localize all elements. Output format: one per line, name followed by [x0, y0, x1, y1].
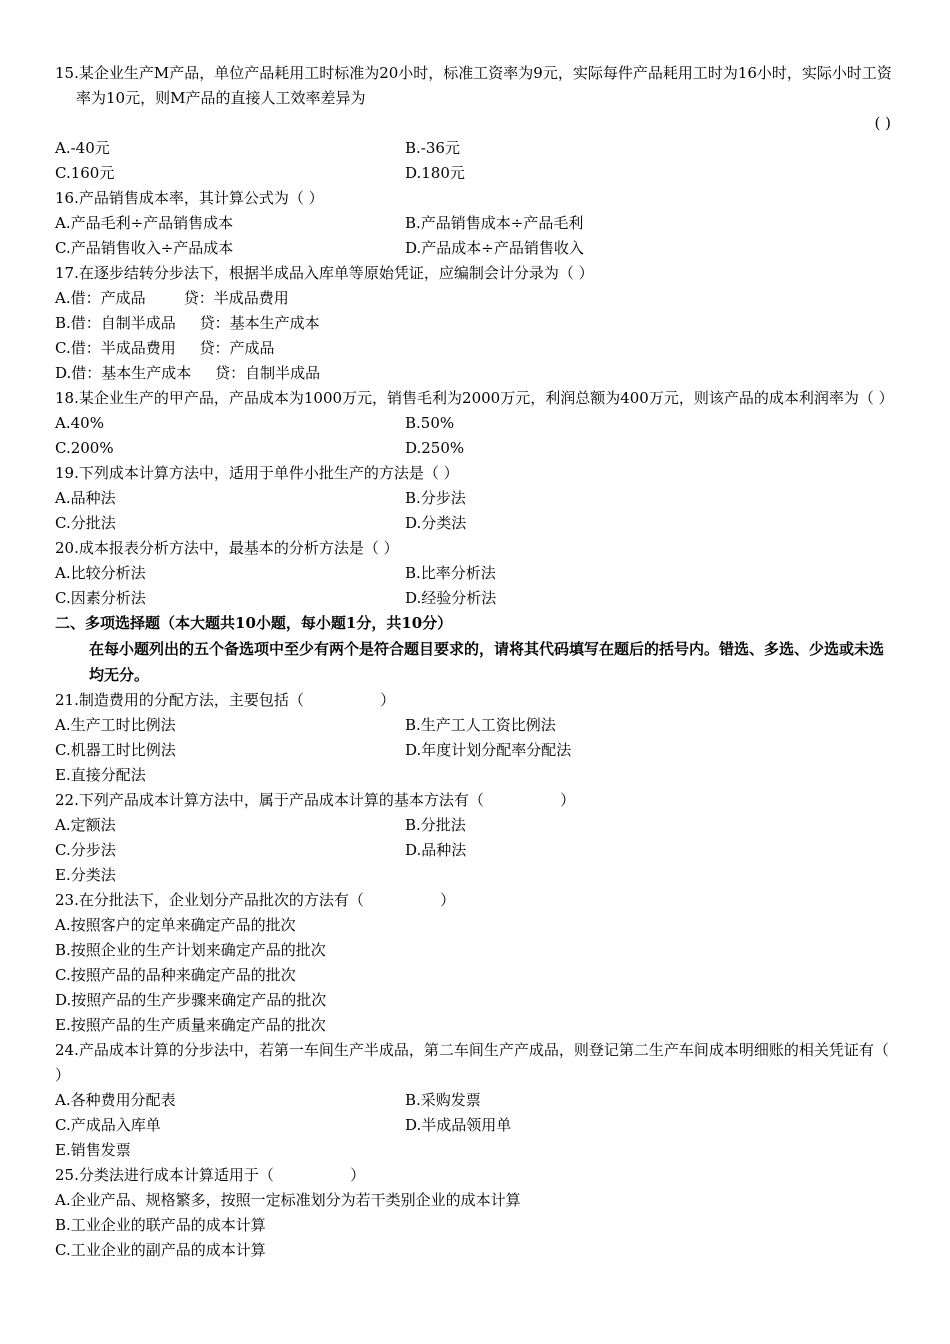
option: B.50%	[405, 414, 455, 432]
option: C.分步法	[55, 841, 116, 859]
question-stem: 25.分类法进行成本计算适用于（ ）	[55, 1166, 366, 1184]
option: E.直接分配法	[55, 766, 146, 784]
option: B.分批法	[405, 816, 466, 834]
option-row	[55, 436, 897, 461]
option: E.按照产品的生产质量来确定产品的批次	[55, 1016, 326, 1034]
option: A.品种法	[55, 489, 116, 507]
question-stem: 23.在分批法下，企业划分产品批次的方法有（ ）	[55, 891, 456, 909]
option: B.-36元	[405, 139, 460, 157]
question-stem: 21.制造费用的分配方法，主要包括（ ）	[55, 691, 396, 709]
option: D.分类法	[405, 514, 467, 532]
option: B.采购发票	[405, 1091, 481, 1109]
question-stem: 20.成本报表分析方法中，最基本的分析方法是（ ）	[55, 539, 399, 557]
exam-page	[55, 61, 897, 1263]
option: C.借：半成品费用 贷：产成品	[55, 339, 275, 357]
option: A.借：产成品 贷：半成品费用	[55, 289, 289, 307]
option: C.分批法	[55, 514, 116, 532]
option-row	[55, 738, 897, 763]
option: C.工业企业的副产品的成本计算	[55, 1241, 266, 1259]
section-instruction: 在每小题列出的五个备选项中至少有两个是符合题目要求的，请将其代码填写在题后的括号内。错选、多选、少选或未选均无分。	[89, 640, 885, 684]
option: C.200%	[55, 439, 114, 457]
question-stem: 24.产品成本计算的分步法中，若第一车间生产半成品，第二车间生产产成品，则登记第二生产车间成本明细账的相关凭证有（ ）	[55, 1041, 889, 1084]
option: D.产品成本÷产品销售收入	[405, 239, 584, 257]
option: A.-40元	[55, 139, 110, 157]
option: C.机器工时比例法	[55, 741, 176, 759]
option: B.按照企业的生产计划来确定产品的批次	[55, 941, 326, 959]
option-row	[55, 1113, 897, 1138]
option: A.各种费用分配表	[55, 1091, 176, 1109]
option: D.半成品领用单	[405, 1116, 512, 1134]
option: A.40%	[55, 414, 104, 432]
option-row	[55, 211, 897, 236]
question-stem: 15.某企业生产M产品，单位产品耗用工时标准为20小时，标准工资率为9元，实际每件产品耗用工时为16小时，实际小时工资率为10元，则M产品的直接人工效率差异为	[55, 64, 892, 107]
option: C.因素分析法	[55, 589, 146, 607]
option: B.工业企业的联产品的成本计算	[55, 1216, 266, 1234]
option: B.生产工人工资比例法	[405, 716, 556, 734]
option-row	[55, 411, 897, 436]
option: D.品种法	[405, 841, 467, 859]
option-row	[55, 486, 897, 511]
option: C.产成品入库单	[55, 1116, 161, 1134]
option: C.产品销售收入÷产品成本	[55, 239, 234, 257]
option: D.借：基本生产成本 贷：自制半成品	[55, 364, 321, 382]
option: A.比较分析法	[55, 564, 146, 582]
option: E.销售发票	[55, 1141, 131, 1159]
option: A.企业产品、规格繁多，按照一定标准划分为若干类别企业的成本计算	[55, 1191, 521, 1209]
question-stem: 18.某企业生产的甲产品，产品成本为1000万元，销售毛利为2000万元，利润总额为400万元，则该产品的成本利润率为（ ）	[55, 389, 894, 407]
option-row	[55, 511, 897, 536]
option: A.生产工时比例法	[55, 716, 176, 734]
option: B.借：自制半成品 贷：基本生产成本	[55, 314, 320, 332]
option: C.按照产品的品种来确定产品的批次	[55, 966, 296, 984]
section-title: 二、多项选择题（本大题共10小题，每小题1分，共10分）	[55, 614, 453, 632]
option-row	[55, 813, 897, 838]
option: B.分步法	[405, 489, 466, 507]
option: B.比率分析法	[405, 564, 496, 582]
option: D.250%	[405, 439, 465, 457]
option: A.按照客户的定单来确定产品的批次	[55, 916, 296, 934]
option: D.年度计划分配率分配法	[405, 741, 572, 759]
question-stem: 22.下列产品成本计算方法中，属于产品成本计算的基本方法有（ ）	[55, 791, 576, 809]
option-row	[55, 136, 897, 161]
option: A.定额法	[55, 816, 116, 834]
option: D.经验分析法	[405, 589, 497, 607]
question-stem: 19.下列成本计算方法中，适用于单件小批生产的方法是（ ）	[55, 464, 459, 482]
option: A.产品毛利÷产品销售成本	[55, 214, 234, 232]
answer-parenthesis: ( )	[874, 114, 891, 132]
option-row	[55, 1088, 897, 1113]
option-row	[55, 561, 897, 586]
option: C.160元	[55, 164, 115, 182]
option: B.产品销售成本÷产品毛利	[405, 214, 584, 232]
option-row	[55, 236, 897, 261]
option: D.180元	[405, 164, 465, 182]
option: E.分类法	[55, 866, 116, 884]
option: D.按照产品的生产步骤来确定产品的批次	[55, 991, 327, 1009]
option-row	[55, 838, 897, 863]
question-stem: 17.在逐步结转分步法下，根据半成品入库单等原始凭证，应编制会计分录为（ ）	[55, 264, 594, 282]
question-stem: 16.产品销售成本率，其计算公式为（ ）	[55, 189, 324, 207]
option-row	[55, 161, 897, 186]
option-row	[55, 713, 897, 738]
option-row	[55, 586, 897, 611]
